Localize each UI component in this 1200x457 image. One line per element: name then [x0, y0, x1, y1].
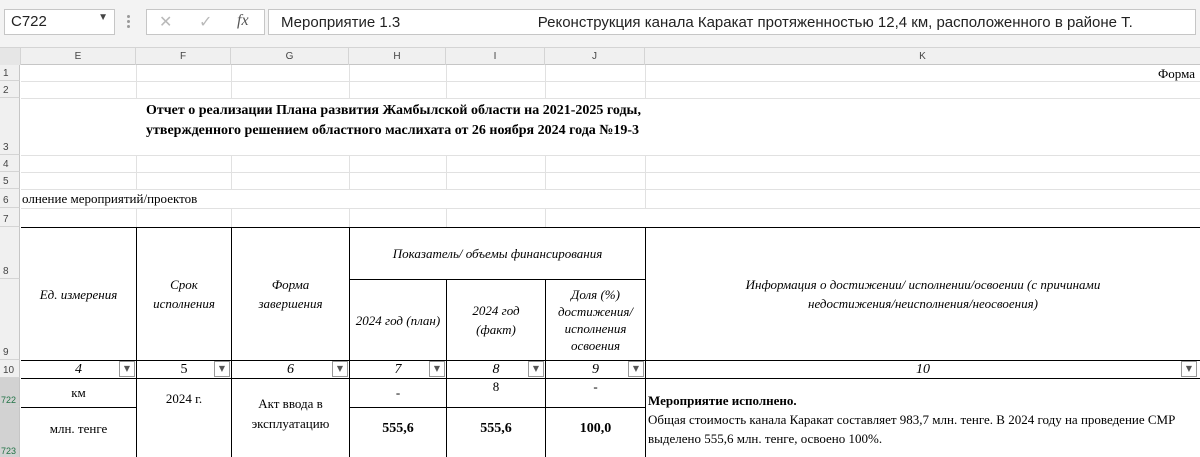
cell-form[interactable]: Акт ввода в эксплуатацию — [251, 396, 330, 431]
column-header-k[interactable]: K — [919, 51, 926, 62]
gridline — [446, 65, 447, 98]
row-header-5[interactable]: 5 — [0, 172, 20, 189]
row-header-7[interactable]: 7 — [0, 208, 20, 227]
select-all-corner[interactable] — [0, 48, 21, 65]
gridline — [136, 155, 137, 189]
cell-fact-km[interactable]: 8 — [492, 379, 500, 394]
col-number-6: 6 — [287, 362, 294, 377]
gridline — [446, 208, 447, 227]
gridline — [231, 208, 232, 227]
gridline — [136, 208, 137, 227]
info-description: Общая стоимость канала Каракат составляет 983,7 млн. тенге. В 2024 году на проведение СМР выделено 555,6 млн. тенге, освоено 100%. — [648, 412, 1176, 446]
column-header-i[interactable]: I — [446, 48, 545, 65]
enter-icon[interactable]: ✓ — [199, 12, 213, 31]
cell-share-mln[interactable]: 100,0 — [579, 420, 612, 436]
column-header-f[interactable]: F — [136, 48, 231, 65]
cell-fact-mln[interactable]: 555,6 — [480, 420, 512, 436]
filter-dropdown-button[interactable]: ▼ — [119, 361, 135, 377]
cell-unit-mln[interactable]: млн. тенге — [49, 420, 108, 436]
row-header-10[interactable]: 10 — [0, 360, 20, 378]
col-number-8: 8 — [492, 362, 500, 377]
col-number-4: 4 — [75, 362, 82, 377]
gridline — [545, 208, 546, 227]
cell-info[interactable] — [648, 391, 1196, 448]
gridline — [21, 81, 1200, 82]
function-icon[interactable]: fx — [237, 12, 249, 29]
cell-term[interactable]: 2024 г. — [165, 391, 203, 406]
name-box[interactable] — [4, 9, 115, 35]
row-header-2[interactable]: 2 — [0, 81, 20, 98]
header-fact-2024: 2024 год (факт) — [472, 303, 520, 337]
row-header-1[interactable]: 1 — [0, 65, 20, 81]
section-label: олнение мероприятий/проектов — [22, 191, 198, 206]
gridline — [446, 155, 447, 189]
filter-dropdown-button[interactable]: ▼ — [429, 361, 445, 377]
col-number-10: 10 — [916, 362, 930, 377]
name-box-value: C722 — [11, 13, 47, 30]
column-header-h[interactable]: H — [349, 48, 446, 65]
gridline — [545, 65, 546, 98]
gridline — [21, 172, 1200, 173]
col-number-9: 9 — [592, 362, 599, 377]
report-title-line2: утвержденного решением областного маслихата от 26 ноября 2024 года №19-3 — [146, 123, 640, 138]
row-header-3[interactable]: 3 — [0, 98, 20, 155]
gridline — [349, 208, 350, 227]
gridline — [349, 65, 350, 98]
col-number-7: 7 — [394, 362, 402, 377]
gridline — [545, 155, 546, 189]
row-header-722[interactable]: 722 — [0, 378, 20, 407]
cell-plan-mln[interactable]: 555,6 — [382, 420, 414, 436]
gridline — [21, 155, 1200, 156]
gridline — [21, 189, 1200, 190]
filter-dropdown-button[interactable]: ▼ — [528, 361, 544, 377]
filter-dropdown-button[interactable]: ▼ — [628, 361, 644, 377]
formula-buttons — [146, 9, 265, 35]
column-header-g[interactable]: G — [231, 48, 349, 65]
chevron-down-icon[interactable]: ▼ — [98, 12, 108, 23]
row-header-4[interactable]: 4 — [0, 155, 20, 172]
filter-dropdown-button[interactable]: ▼ — [214, 361, 230, 377]
column-header-bar — [0, 48, 1200, 65]
forma-label: Форма — [1158, 66, 1195, 81]
column-header-j[interactable]: J — [545, 48, 645, 65]
formula-bar-grip[interactable] — [127, 13, 131, 31]
filter-dropdown-button[interactable]: ▼ — [1181, 361, 1197, 377]
gridline — [231, 65, 232, 98]
header-form: Форма завершения — [258, 277, 323, 311]
cell-plan-km[interactable]: - — [395, 385, 401, 400]
gridline — [645, 155, 646, 208]
gridline — [21, 98, 1200, 99]
header-term: Срок исполнения — [153, 277, 215, 311]
row-header-6[interactable]: 6 — [0, 189, 20, 208]
gridline — [645, 65, 646, 98]
report-title-line1: Отчет о реализации Плана развития Жамбылской области на 2021-2025 годы, — [146, 103, 641, 118]
header-share: Доля (%) достижения/ исполнения освоения — [557, 287, 634, 353]
row-header-9[interactable]: 9 — [0, 279, 20, 360]
column-header-e[interactable]: E — [21, 48, 136, 65]
row-header-723[interactable]: 723 — [0, 407, 20, 457]
gridline — [21, 208, 1200, 209]
header-indicator-group: Показатель/ объемы финансирования — [392, 246, 603, 261]
info-status: Мероприятие исполнено. — [648, 393, 797, 408]
formula-input[interactable]: Мероприятие 1.3 Реконструкция канала Каракат протяженностью 12,4 км, расположенного в районе Т. — [268, 9, 1196, 35]
filter-dropdown-button[interactable]: ▼ — [332, 361, 348, 377]
gridline — [136, 65, 137, 98]
col-number-5: 5 — [180, 362, 188, 377]
cancel-icon[interactable]: ✕ — [159, 12, 173, 31]
cell-share-km[interactable]: - — [593, 379, 598, 394]
report-title — [146, 101, 641, 141]
header-plan-2024: 2024 год (план) — [355, 312, 441, 328]
header-unit: Ед. измерения — [39, 286, 118, 302]
gridline — [231, 155, 232, 189]
row-header-8[interactable]: 8 — [0, 227, 20, 279]
cell-unit-km[interactable]: км — [71, 385, 86, 400]
gridline — [349, 155, 350, 189]
header-info: Информация о достижении/ исполнении/освоении (с причинами недостижения/неисполнения/неосвоения) — [745, 277, 1101, 311]
